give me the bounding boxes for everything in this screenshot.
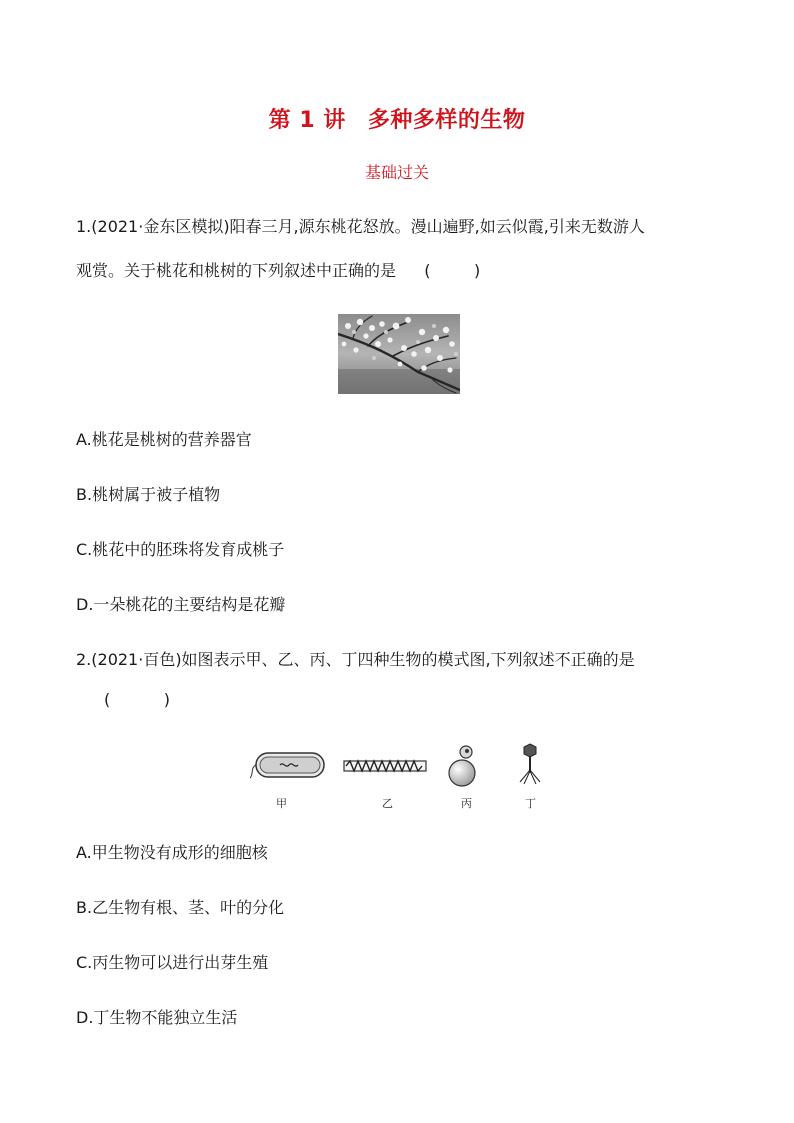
- q1-stem-text: 观赏。关于桃花和桃树的下列叙述中正确的是: [76, 261, 397, 280]
- q1-stem-line1: 1.(2021·金东区模拟)阳春三月,源东桃花怒放。漫山遍野,如云似霞,引来无数游人: [76, 217, 645, 236]
- label-bing: 丙: [461, 797, 472, 810]
- label-ding: 丁: [525, 797, 536, 810]
- four-organisms-diagram: [250, 740, 550, 812]
- section-heading: 基础过关: [364, 163, 429, 182]
- q2-option-c: C.丙生物可以进行出芽生殖: [76, 953, 269, 972]
- q1-option-a: A.桃花是桃树的营养器官: [76, 430, 252, 449]
- q1-option-b: B.桃树属于被子植物: [76, 485, 221, 504]
- label-yi: 乙: [382, 797, 393, 810]
- q2-option-a: A.甲生物没有成形的细胞核: [76, 843, 268, 862]
- bacteriophage-illustration: [520, 744, 540, 784]
- q2-answer-blank: ( ): [104, 690, 170, 709]
- q2-option-d: D.丁生物不能独立生活: [76, 1008, 238, 1027]
- title-topic: 多种多样的生物: [367, 108, 526, 133]
- q2-stem-line2: [104, 690, 170, 710]
- q1-option-c: C.桃花中的胚珠将发育成桃子: [76, 540, 285, 559]
- label-jia: 甲: [276, 797, 287, 810]
- q2-stem-line1: 2.(2021·百色)如图表示甲、乙、丙、丁四种生物的模式图,下列叙述不正确的是: [76, 650, 635, 669]
- yeast-illustration: [449, 746, 475, 786]
- bacterium-illustration: [250, 753, 324, 778]
- q1-stem-line2: [76, 261, 480, 281]
- alga-illustration: [344, 761, 426, 771]
- page-title: [0, 103, 794, 134]
- q2-option-b: B.乙生物有根、茎、叶的分化: [76, 898, 285, 917]
- peach-blossom-photo: [338, 314, 460, 394]
- q1-answer-blank: ( ): [424, 261, 481, 280]
- q1-option-d: D.一朵桃花的主要结构是花瓣: [76, 595, 286, 614]
- title-lesson-number: 第 1 讲: [268, 108, 346, 133]
